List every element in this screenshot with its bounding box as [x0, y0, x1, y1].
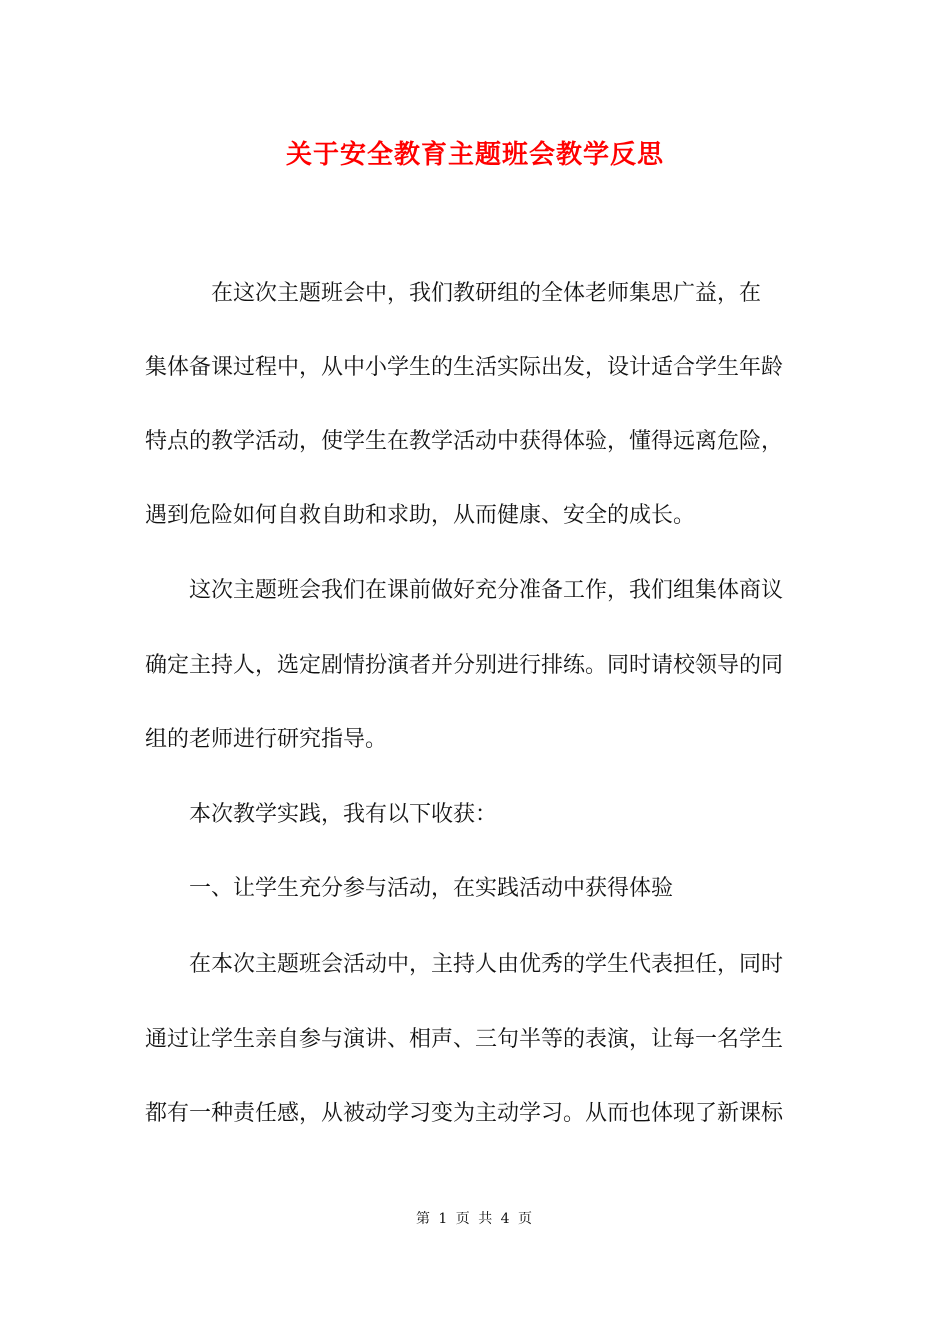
page-number-footer: 第 1 页 共 4 页 — [415, 1211, 535, 1227]
body-line: 集体备课过程中，从中小学生的生活实际出发，设计适合学生年龄 — [145, 355, 784, 380]
body-line: 在本次主题班会活动中，主持人由优秀的学生代表担任，同时 — [145, 952, 784, 977]
body-line: 确定主持人，选定剧情扮演者并分别进行排练。同时请校领导的同 — [145, 653, 784, 678]
body-line: 遇到危险如何自救自助和求助，从而健康、安全的成长。 — [145, 503, 696, 528]
body-line: 组的老师进行研究指导。 — [145, 727, 388, 752]
body-line: 在这次主题班会中，我们教研组的全体老师集思广益，在 — [145, 281, 762, 306]
body-line: 都有一种责任感，从被动学习变为主动学习。从而也体现了新课标 — [145, 1101, 784, 1126]
body-line: 通过让学生亲自参与演讲、相声、三句半等的表演，让每一名学生 — [145, 1027, 784, 1052]
page-title: 关于安全教育主题班会教学反思 — [285, 140, 664, 170]
body-line: 本次教学实践，我有以下收获： — [145, 802, 498, 827]
body-line: 这次主题班会我们在课前做好充分准备工作，我们组集体商议 — [145, 578, 784, 603]
body-line: 特点的教学活动，使学生在教学活动中获得体验，懂得远离危险， — [145, 429, 784, 454]
section-heading: 一、让学生充分参与活动，在实践活动中获得体验 — [145, 876, 674, 901]
